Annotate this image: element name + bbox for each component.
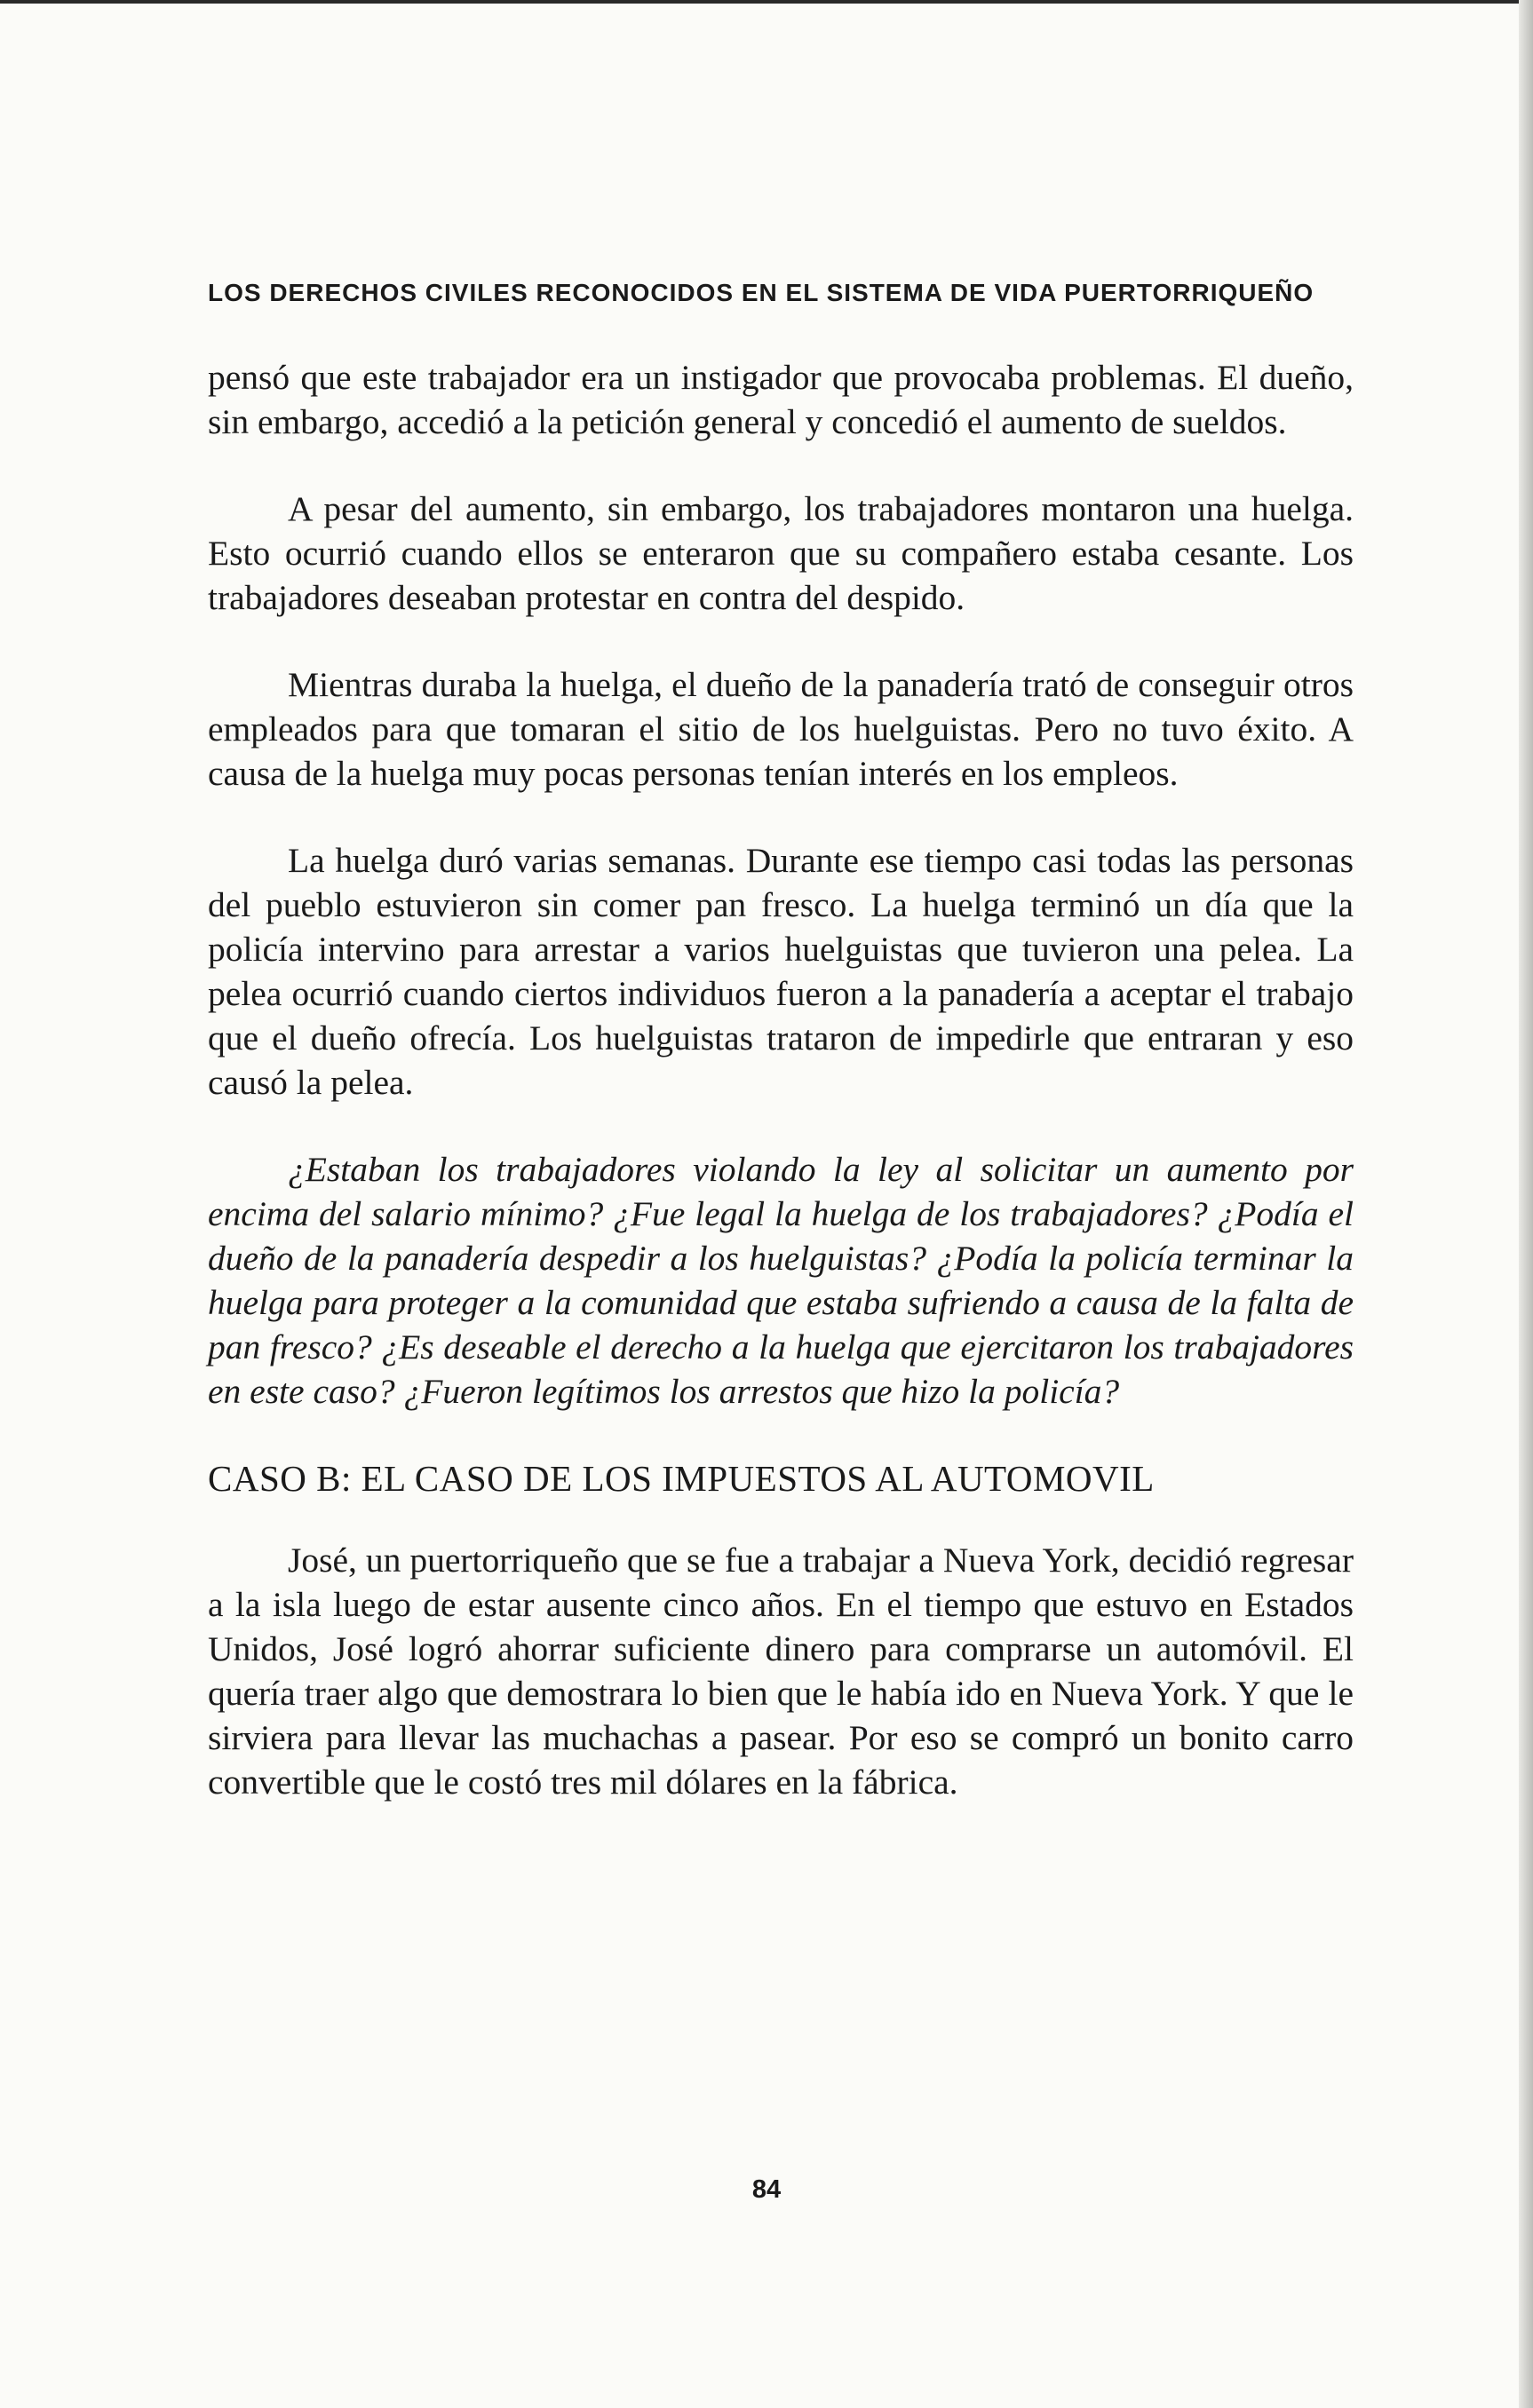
body-text: [208, 355, 1354, 1847]
scan-top-edge: [0, 0, 1533, 4]
paragraph-discussion-questions: ¿Estaban los trabajadores violando la ley al solicitar un aumento por encima del salario mínimo? ¿Fue legal la huelga de los trabajadores? ¿Podía el dueño de la panadería despedir a los huelguistas? ¿Podía la policía terminar la huelga para proteger a la comunidad que estaba sufriendo a causa de la falta de pan fresco? ¿Es deseable el derecho a la huelga que ejercitaron los trabajadores en este caso? ¿Fueron legítimos los arrestos que hizo la policía?: [208, 1150, 1354, 1411]
paragraph-strike-end: La huelga duró varias semanas. Durante ese tiempo casi todas las personas del pueblo estuvieron sin comer pan fresco. La huelga terminó un día que la policía intervino para arrestar a varios huelguistas que tuvieron una pelea. La pelea ocurrió cuando ciertos individuos fueron a la panadería a aceptar el trabajo que el dueño ofrecía. Los huelguistas trataron de impedirle que entraran y eso causó la pelea.: [208, 841, 1354, 1102]
paragraph-replacement-workers: Mientras duraba la huelga, el dueño de la panadería trató de conseguir otros empleados para que tomaran el sitio de los huelguistas. Pero no tuvo éxito. A causa de la huelga muy pocas personas tenían interés en los empleos.: [208, 665, 1354, 793]
section-heading: CASO B: EL CASO DE LOS IMPUESTOS AL AUTOMOVIL: [208, 1458, 1155, 1499]
paragraph-case-b: José, un puertorriqueño que se fue a trabajar a Nueva York, decidió regresar a la isla luego de estar ausente cinco años. En el tiempo que estuvo en Estados Unidos, José logró ahorrar suficiente dinero para comprarse un automóvil. El quería traer algo que demostrara lo bien que le había ido en Nueva York. Y que le sirviera para llevar las muchachas a pasear. Por eso se compró un bonito carro convertible que le costó tres mil dólares en la fábrica.: [208, 1541, 1354, 1802]
paragraph-continuation: pensó que este trabajador era un instigador que provocaba problemas. El dueño, sin embargo, accedió a la petición general y concedió el aumento de sueldos.: [208, 358, 1354, 441]
page-number: 84: [751, 2175, 782, 2204]
scan-right-edge: [1519, 0, 1533, 2408]
paragraph-strike: A pesar del aumento, sin embargo, los trabajadores montaron una huelga. Esto ocurrió cuando ellos se enteraron que su compañero estaba cesante. Los trabajadores deseaban protestar en contra del despido.: [208, 489, 1354, 617]
running-header: LOS DERECHOS CIVILES RECONOCIDOS EN EL SISTEMA DE VIDA PUERTORRIQUEÑO: [208, 279, 1315, 306]
